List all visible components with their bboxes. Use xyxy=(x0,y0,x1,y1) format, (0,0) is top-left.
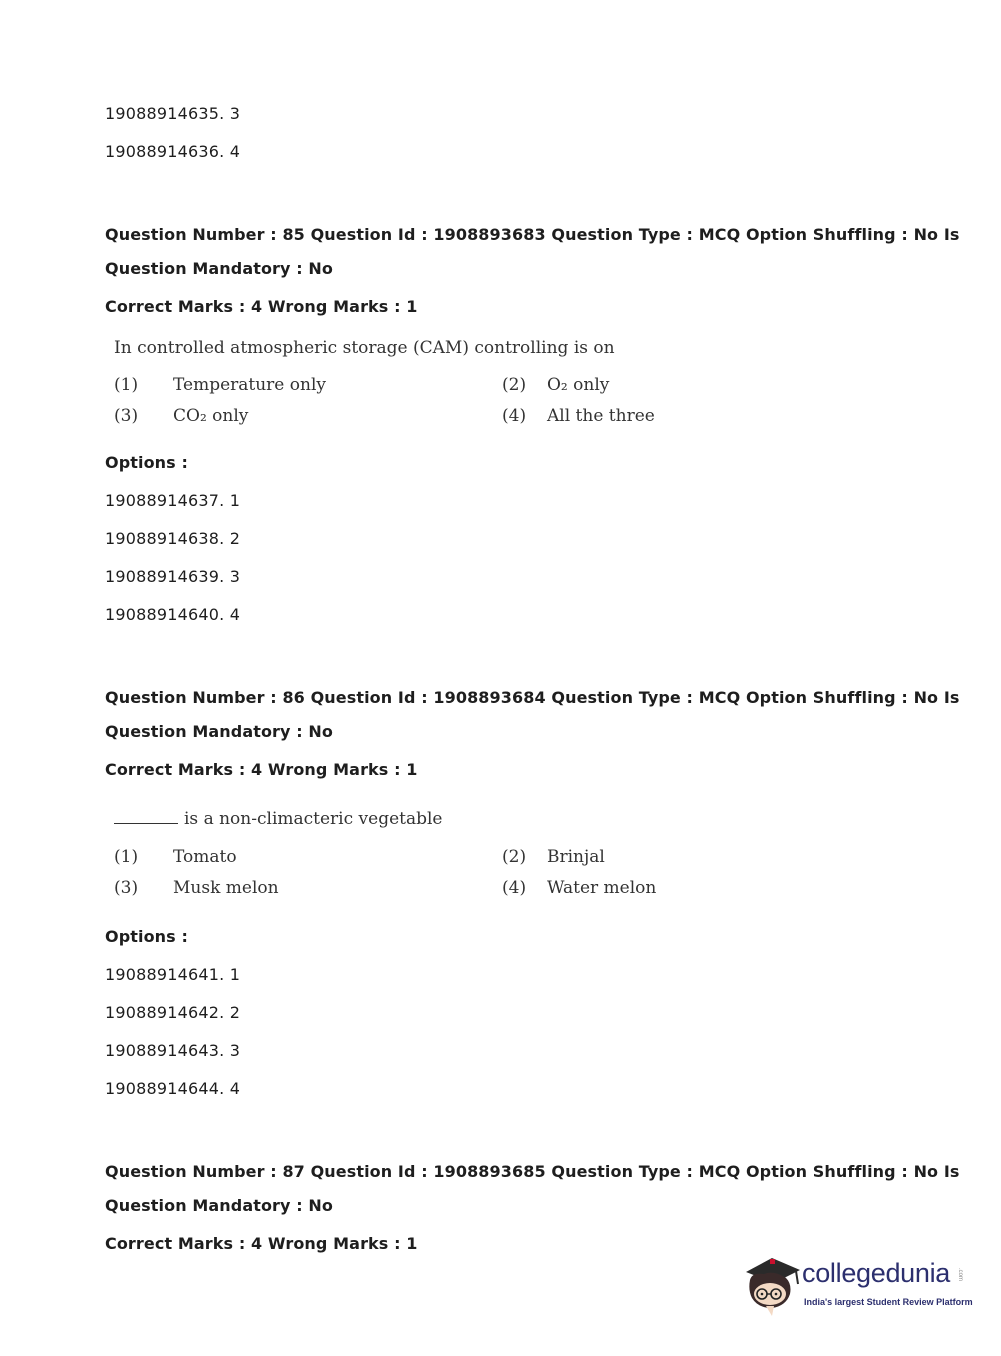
question-header-cont: Question Mandatory : No xyxy=(105,259,333,278)
option-line: 19088914635. 3 xyxy=(105,104,241,123)
collegedunia-logo xyxy=(742,1250,972,1320)
question-stem: is a non-climacteric vegetable xyxy=(184,809,443,829)
logo-wordmark: collegedunia xyxy=(802,1258,951,1288)
choice-text: Musk melon xyxy=(173,878,279,898)
choice-number: (3) xyxy=(114,406,139,426)
choice-number: (1) xyxy=(114,847,139,867)
option-line: 19088914636. 4 xyxy=(105,142,241,161)
options-label: Options : xyxy=(105,927,188,946)
option-line: 19088914637. 1 xyxy=(105,491,241,510)
choice-text: Brinjal xyxy=(547,847,605,867)
question-header-cont: Question Mandatory : No xyxy=(105,722,333,741)
logo-tagline: India's largest Student Review Platform xyxy=(804,1297,973,1307)
fill-in-blank xyxy=(114,822,178,824)
choice-text: O₂ only xyxy=(547,375,610,395)
choice-text: CO₂ only xyxy=(173,406,249,426)
logo-suffix: .com xyxy=(957,1268,963,1282)
choice-number: (4) xyxy=(502,878,527,898)
question-header: Question Number : 86 Question Id : 1908893684 Question Type : MCQ Option Shuffling : No Is xyxy=(105,688,960,707)
choice-text: All the three xyxy=(547,406,655,426)
question-header: Question Number : 87 Question Id : 1908893685 Question Type : MCQ Option Shuffling : No Is xyxy=(105,1162,960,1181)
question-marks: Correct Marks : 4 Wrong Marks : 1 xyxy=(105,297,418,316)
question-stem-row xyxy=(114,809,443,829)
option-line: 19088914642. 2 xyxy=(105,1003,241,1022)
choice-text: Water melon xyxy=(547,878,657,898)
options-label: Options : xyxy=(105,453,188,472)
question-header-cont: Question Mandatory : No xyxy=(105,1196,333,1215)
question-stem: In controlled atmospheric storage (CAM) controlling is on xyxy=(114,338,615,358)
choice-text: Temperature only xyxy=(173,375,326,395)
option-line: 19088914643. 3 xyxy=(105,1041,241,1060)
choice-number: (1) xyxy=(114,375,139,395)
mascot-icon xyxy=(742,1250,804,1320)
choice-number: (3) xyxy=(114,878,139,898)
option-line: 19088914641. 1 xyxy=(105,965,241,984)
choice-number: (2) xyxy=(502,847,527,867)
question-marks: Correct Marks : 4 Wrong Marks : 1 xyxy=(105,1234,418,1253)
choice-number: (4) xyxy=(502,406,527,426)
option-line: 19088914639. 3 xyxy=(105,567,241,586)
choice-number: (2) xyxy=(502,375,527,395)
option-line: 19088914638. 2 xyxy=(105,529,241,548)
option-line: 19088914640. 4 xyxy=(105,605,241,624)
question-header: Question Number : 85 Question Id : 1908893683 Question Type : MCQ Option Shuffling : No Is xyxy=(105,225,960,244)
question-marks: Correct Marks : 4 Wrong Marks : 1 xyxy=(105,760,418,779)
option-line: 19088914644. 4 xyxy=(105,1079,241,1098)
choice-text: Tomato xyxy=(173,847,237,867)
